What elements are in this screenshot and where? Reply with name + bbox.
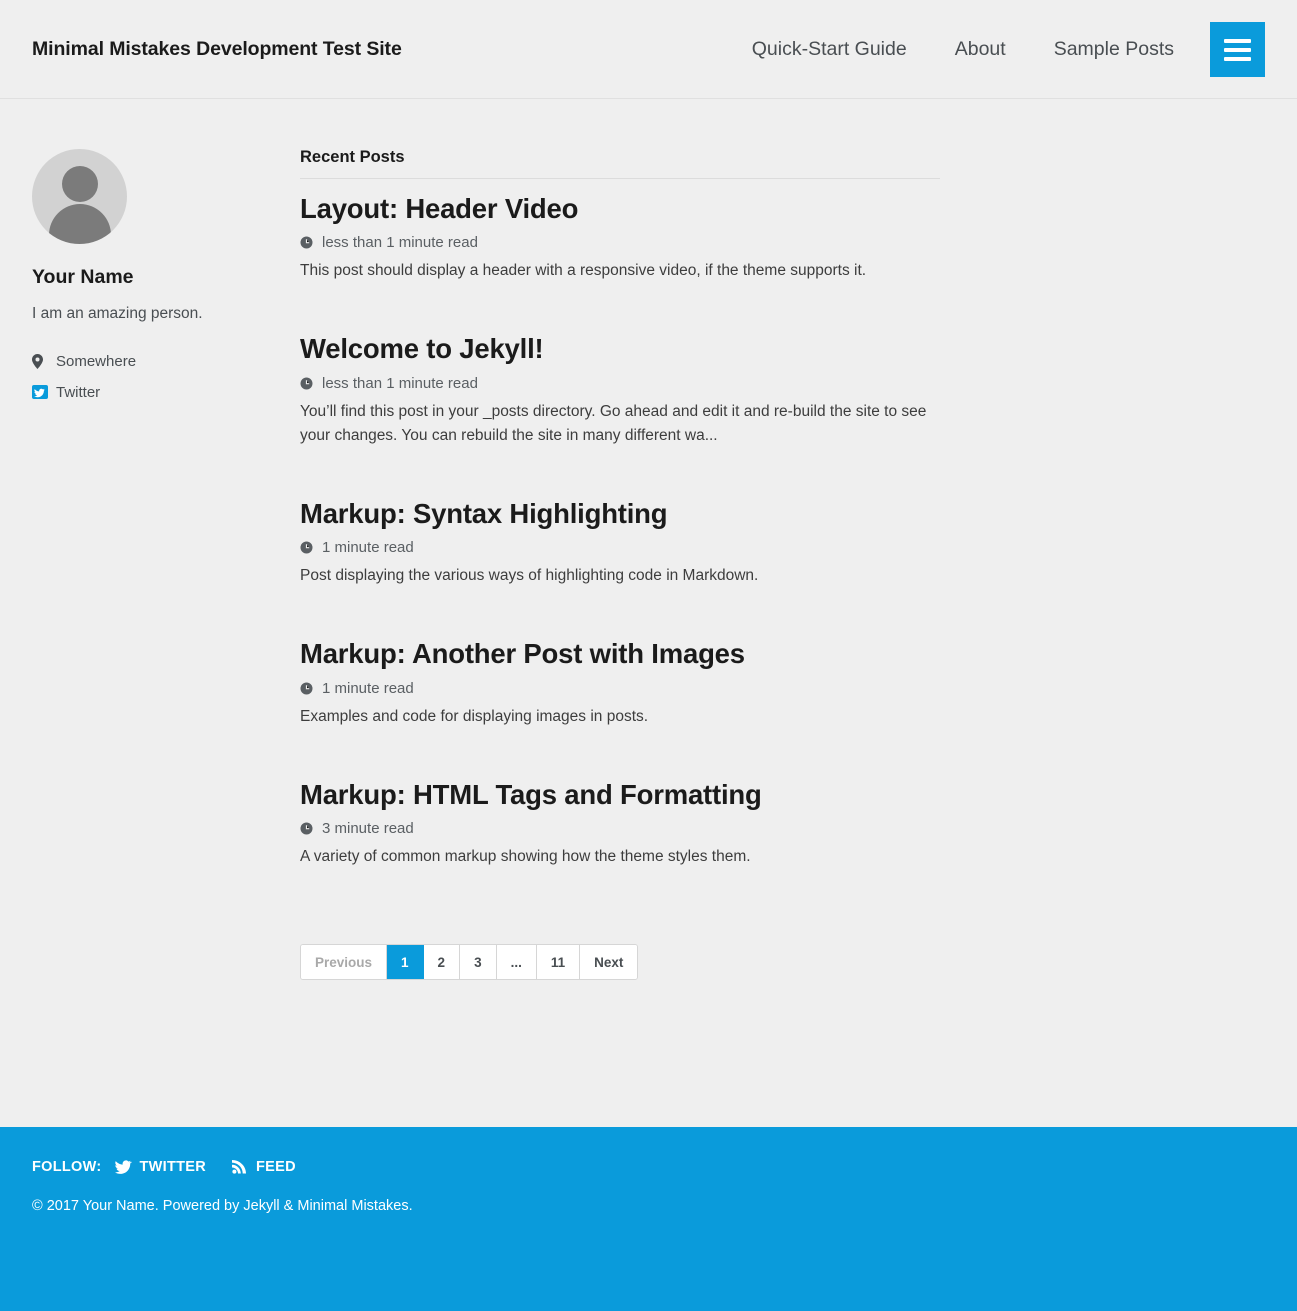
post-title-link[interactable]: Markup: Syntax Highlighting — [300, 497, 668, 529]
pagination-page-1[interactable]: 1 — [387, 945, 424, 979]
post-title-link[interactable]: Welcome to Jekyll! — [300, 333, 544, 365]
footer-follow-row — [32, 1159, 1265, 1175]
post-excerpt: Post displaying the various ways of highlighting code in Markdown. — [300, 567, 759, 585]
list-item — [300, 638, 940, 728]
list-item — [300, 333, 940, 447]
list-item — [300, 779, 940, 869]
author-location-label: Somewhere — [56, 352, 137, 370]
pagination-previous: Previous — [301, 945, 387, 979]
post-meta — [300, 375, 940, 392]
avatar-body — [49, 204, 111, 244]
pagination-page-2[interactable]: 2 — [424, 945, 461, 979]
post-title[interactable] — [300, 638, 940, 670]
post-title-link[interactable]: Markup: Another Post with Images — [300, 638, 745, 670]
list-item — [300, 498, 940, 588]
avatar — [32, 149, 127, 244]
author-name: Your Name — [32, 266, 134, 288]
post-meta — [300, 539, 940, 556]
clock-icon — [300, 236, 315, 249]
post-title-link[interactable]: Markup: HTML Tags and Formatting — [300, 778, 762, 810]
footer-link-twitter[interactable] — [115, 1159, 206, 1175]
list-item — [300, 193, 940, 283]
post-excerpt: A variety of common markup showing how the theme styles them. — [300, 848, 751, 866]
post-read-time: 1 minute read — [322, 539, 414, 557]
footer-link-feed[interactable] — [232, 1159, 296, 1175]
clock-icon — [300, 822, 315, 835]
author-location — [32, 353, 300, 370]
post-excerpt: Examples and code for displaying images in posts. — [300, 707, 649, 725]
post-title[interactable] — [300, 333, 940, 365]
clock-icon — [300, 541, 315, 554]
hamburger-bar — [1224, 57, 1251, 61]
post-title[interactable] — [300, 193, 940, 225]
post-title-link[interactable]: Layout: Header Video — [300, 193, 579, 224]
pagination-ellipsis[interactable]: ... — [497, 945, 537, 979]
rss-icon — [232, 1160, 247, 1174]
author-links — [32, 353, 300, 401]
archive-main — [300, 148, 940, 1127]
masthead — [0, 0, 1297, 99]
twitter-icon — [115, 1160, 130, 1174]
author-link-twitter-label[interactable]: Twitter — [56, 383, 101, 401]
page-footer — [0, 1127, 1297, 1311]
primary-navigation — [728, 22, 1265, 77]
footer-copyright: © 2017 Your Name. Powered by Jekyll & Minimal Mistakes. — [32, 1198, 413, 1214]
pagination-next[interactable]: Next — [580, 945, 637, 979]
archive-title: Recent Posts — [300, 148, 940, 179]
pagination-page-11[interactable]: 11 — [537, 945, 580, 979]
post-read-time: 3 minute read — [322, 820, 414, 838]
post-excerpt: You’ll find this post in your _posts directory. Go ahead and edit it and re-build the site to see your changes. You can rebuild the site in many different wa... — [300, 402, 927, 444]
hamburger-bar — [1224, 48, 1251, 52]
author-sidebar — [32, 148, 300, 1127]
page-content — [0, 99, 1297, 1127]
author-bio: I am an amazing person. — [32, 305, 203, 322]
follow-label: FOLLOW: — [32, 1159, 102, 1175]
nav-link-about[interactable]: About — [954, 38, 1006, 60]
post-read-time: 1 minute read — [322, 679, 414, 697]
post-title[interactable] — [300, 779, 940, 811]
nav-link-quick-start-guide[interactable]: Quick-Start Guide — [751, 38, 907, 60]
footer-link-twitter-label: TWITTER — [139, 1159, 207, 1175]
post-read-time: less than 1 minute read — [322, 374, 478, 392]
post-title[interactable] — [300, 498, 940, 530]
pagination — [300, 944, 638, 980]
clock-icon — [300, 377, 315, 390]
avatar-head — [62, 166, 98, 202]
post-meta — [300, 680, 940, 697]
clock-icon — [300, 682, 315, 695]
twitter-icon — [32, 385, 47, 399]
map-marker-icon — [32, 354, 47, 369]
nav-link-sample-posts[interactable]: Sample Posts — [1053, 38, 1174, 60]
post-meta — [300, 234, 940, 251]
footer-link-feed-label: FEED — [256, 1159, 296, 1175]
post-excerpt: This post should display a header with a responsive video, if the theme supports it. — [300, 262, 867, 280]
author-link-twitter[interactable] — [32, 384, 300, 401]
site-title[interactable]: Minimal Mistakes Development Test Site — [32, 38, 402, 60]
post-read-time: less than 1 minute read — [322, 234, 478, 252]
hamburger-menu-icon[interactable] — [1210, 22, 1265, 77]
pagination-page-3[interactable]: 3 — [460, 945, 497, 979]
post-meta — [300, 820, 940, 837]
hamburger-bar — [1224, 39, 1251, 43]
